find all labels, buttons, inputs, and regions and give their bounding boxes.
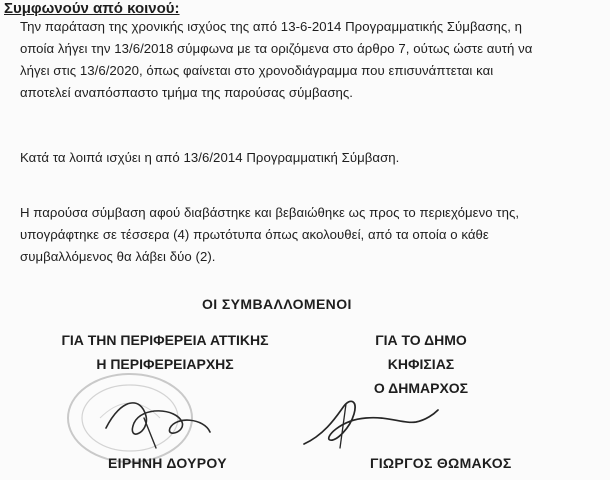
text-line: λήγει στις 13/6/2020, όπως φαίνεται στο χρονοδιάγραμμα που επισυνάπτεται και <box>20 63 494 78</box>
section-heading: Συμφωνούν από κοινού: <box>4 0 180 17</box>
left-party-block <box>30 328 300 376</box>
extension-paragraph <box>20 16 592 104</box>
left-party-organization: ΓΙΑ ΤΗΝ ΠΕΡΙΦΕΡΕΙΑ ΑΤΤΙΚΗΣ <box>61 332 269 348</box>
text-line: συμβαλλόμενος θα λάβει δύο (2). <box>20 249 216 264</box>
right-signatory-name: ΓΙΩΡΓΟΣ ΘΩΜΑΚΟΣ <box>370 455 512 471</box>
left-signature <box>86 388 236 458</box>
parties-title: ΟΙ ΣΥΜΒΑΛΛΟΜΕΝΟΙ <box>202 296 352 312</box>
text-line: υπογράφτηκε σε τέσσερα (4) πρωτότυπα όπως ακολουθεί, από τα οποία ο κάθε <box>20 227 489 242</box>
text-line: Κατά τα λοιπά ισχύει η από 13/6/2014 Προγραμματική Σύμβαση. <box>20 150 400 165</box>
text-line: αποτελεί αναπόσπαστο τμήμα της παρούσας σύμβασης. <box>20 85 354 100</box>
text-line: οποία λήγει την 13/6/2018 σύμφωνα με τα οριζόμενα στο άρθρο 7, ούτως ώστε αυτή να <box>20 41 533 56</box>
right-signature <box>296 384 446 456</box>
right-party-role: Ο ΔΗΜΑΡΧΟΣ <box>373 380 469 396</box>
left-party-role: Η ΠΕΡΙΦΕΡΕΙΑΡΧΗΣ <box>96 356 234 372</box>
right-party-municipality: ΚΗΦΙΣΙΑΣ <box>387 356 455 372</box>
right-party-organization: ΓΙΑ ΤΟ ΔΗΜΟ <box>375 332 467 348</box>
validity-paragraph <box>20 147 592 169</box>
left-signatory-name: ΕΙΡΗΝΗ ΔΟΥΡΟΥ <box>108 455 227 471</box>
text-line: Την παράταση της χρονικής ισχύος της από 13-6-2014 Προγραμματικής Σύμβασης, η <box>20 19 523 34</box>
signing-paragraph <box>20 202 592 268</box>
text-line: Η παρούσα σύμβαση αφού διαβάστηκε και βεβαιώθηκε ως προς το περιεχόμενο της, <box>20 205 520 220</box>
